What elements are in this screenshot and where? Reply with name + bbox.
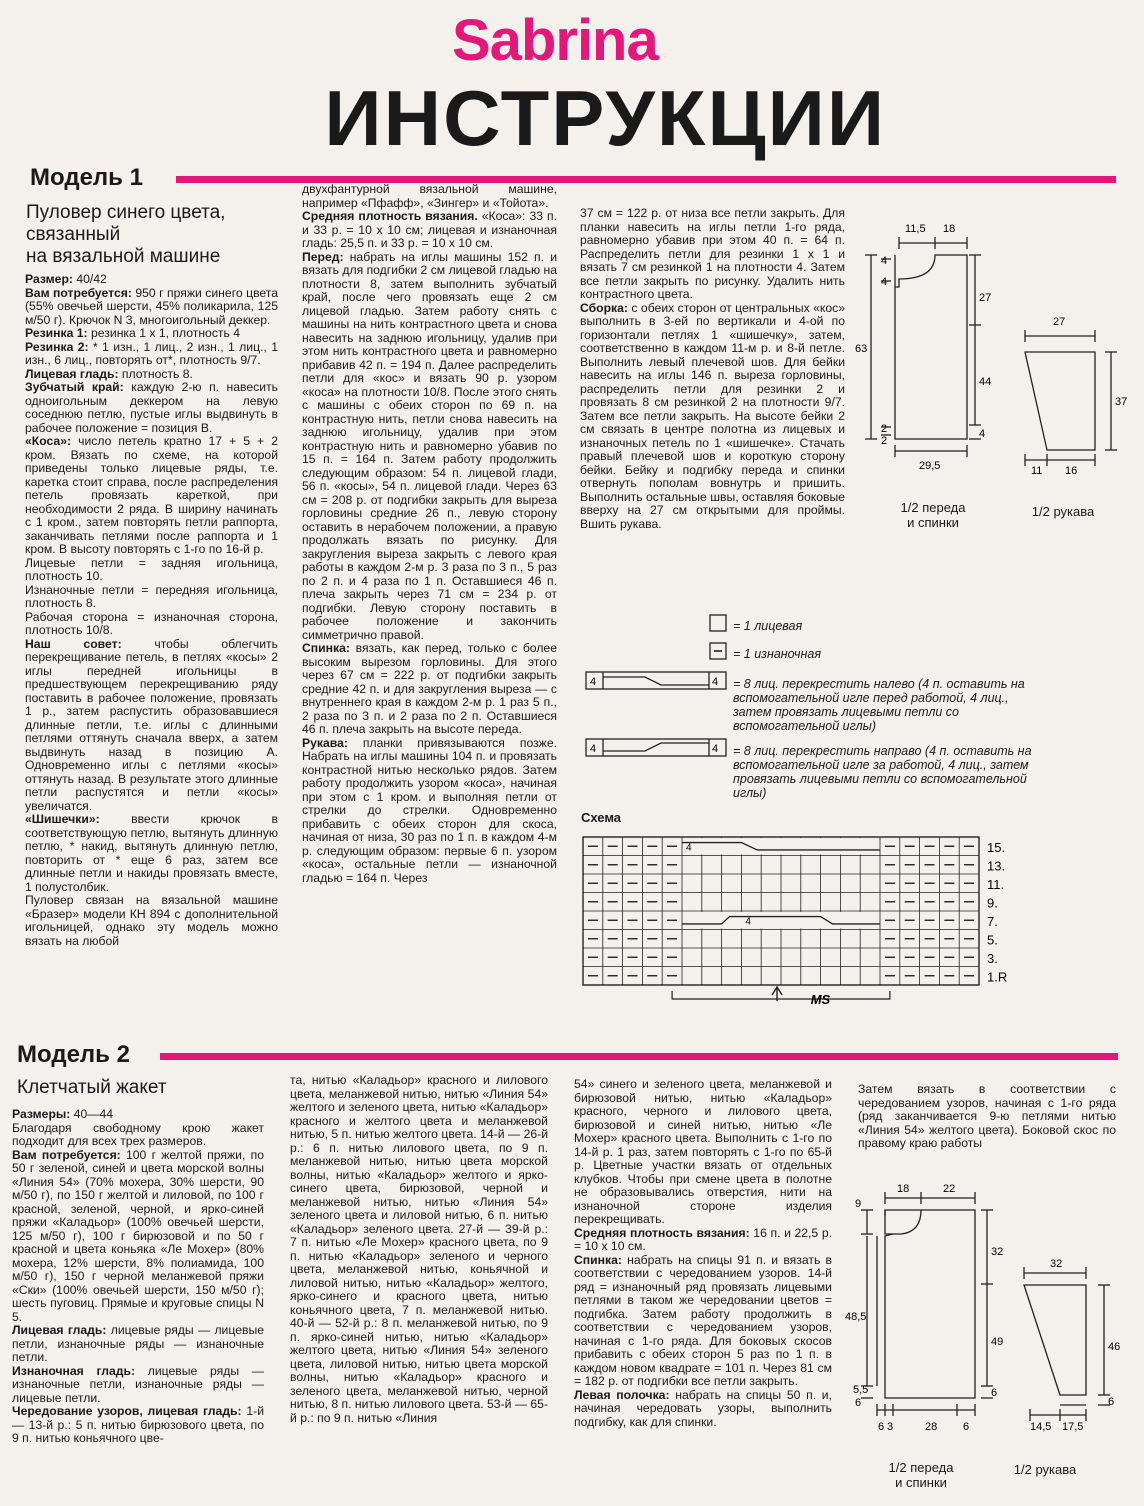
paragraph-heading: Лицевая гладь: (12, 1323, 107, 1337)
dim-label: 46 (1108, 1341, 1121, 1353)
paragraph (302, 642, 557, 737)
dim-label: 48,5 (845, 1311, 867, 1323)
paragraph-text: с обеих сторон от центральных «кос» выполнить в 3-ей по вертикали и 4-ой по горизонтали петлях 1 «шишечку», затем, соответственно в каждом 11-м р. и 8-й петле. Выполнить левый плечевой шов. Для бейки навесить на иглы 146 п. выреза горловины, распределить петли для резинки 2 и провязать 8 см резинкой 2 на плотности 9/7. Затем все петли закрыть. На высоте бейки 2 см связать в центре полотна из лицевых и изнаночных петель по 1 «шишечке». Стачать правый плечевой шов и короткую сторону бейки. Бейку и подгибку переда и спинки отвернуть пополам вовнутрь и пришить. Выполнить остальные швы, оставляя боковые вверху на 27 см открытыми для проймы. Вшить рукава. (580, 300, 845, 531)
paragraph (25, 894, 278, 948)
model1-sleeve-caption: 1/2 рукава (1031, 504, 1095, 519)
knit-symbol (710, 615, 726, 631)
dim-label: 32 (991, 1246, 1004, 1258)
model2-body-caption (866, 1460, 976, 1490)
row-label: 9. (987, 895, 998, 911)
row-label: 15. (987, 839, 1006, 855)
paragraph-heading: Рукава: (302, 735, 348, 750)
paragraph (574, 1078, 832, 1227)
legend-cross-right-text (733, 744, 1128, 800)
paragraph (12, 1365, 264, 1406)
paragraph-text: 950 г пряжи синего цвета (55% овечьей шерсти, 45% поликарила, 125 м/50 г). Крючок N 3, многоигольный деккер. (25, 285, 278, 327)
dim-label: 6 (855, 1397, 862, 1409)
paragraph (574, 1227, 832, 1254)
model1-body-caption (878, 500, 988, 530)
dim-label: 18 (897, 1183, 910, 1195)
paragraph-heading: Резинка 2: (25, 339, 89, 354)
legend-line: = 8 лиц. перекрестить направо (4 п. оставить на (733, 744, 1032, 758)
dim-label: 11 (1031, 465, 1043, 475)
paragraph-heading: Сборка: (580, 300, 628, 315)
paragraph (12, 1122, 264, 1149)
legend-line: вспомогательной игле перед работой, 4 лиц., (733, 691, 1009, 705)
legend-line: = 8 лиц. перекрестить налево (4 п. оставить на (733, 677, 1025, 691)
legend-line: провязать лицевыми петли со вспомогательной (733, 772, 1027, 786)
paragraph (302, 737, 557, 886)
paragraph-heading: Спинка: (302, 641, 350, 655)
paragraph (25, 327, 278, 341)
paragraph-heading: «Коса»: (25, 434, 72, 448)
legend-line: иглы) (733, 786, 767, 800)
row-label: 7. (987, 913, 998, 929)
legend-line: затем провязать лицевыми петли со (733, 705, 960, 719)
legend-purl-text: = 1 изнаночная (733, 647, 822, 661)
cable-cell-right (683, 912, 879, 929)
paragraph (25, 611, 278, 638)
paragraph (858, 1083, 1116, 1151)
row-label: 1.R (987, 969, 1008, 985)
paragraph (25, 368, 278, 382)
cable-num: 4 (590, 743, 597, 755)
paragraph-text: чтобы облегчить перекрещивание петель, в петлях «косы» 2 иглы передней игольницы в предшествующем перекрещиванию ряду поставить в рабочее положение, провязать 1 р., затем распустить образовавшиеся длинные петли, т.е. иглы с длинными петлями оттянуть сначала вверх, а затем выдвинуть назад в позицию А. Одновременно иглы с петлями «косы» оттянуть назад. В результате этого длинные петли распустятся и петли «косы» увеличатся. (25, 636, 278, 813)
paragraph-text: Рабочая сторона = изнаночная сторона, плотность 10/8. (25, 609, 278, 637)
paragraph-heading: Резинка 1: (25, 326, 88, 340)
dim-label: 6 (1108, 1396, 1115, 1408)
paragraph-text: та, нитью «Каладьор» красного и лилового цвета, меланжевой нитью, нитью «Линия 54» желтого и зеленого цвета, нитью «Каладьор» красного и желтого цвета и меланжевой нитью, 5 п. нитью желтого цвета. 14-й — 26-й р.: 6 п. нитью лилового цвета, по 9 п. меланжевой нитью, нитью цвета морской волны, нитью «Каладьор» желтого и ярко-синего цвета, бирюзовой, черной и меланжевой нитью, нитью «Линия 54» зеленого цвета и лиловой нитью, 6 п. нитью «Каладьор» зеленого цвета. 27-й — 39-й р.: 7 п. нитью «Ле Мохер» красного цвета, по 9 п. нитью «Каладьор» зеленого и черного цвета, меланжевой нитью, коньячной и лиловой нитью, нитью «Каладьор» желтого, ярко-синего и красного цвета, нитью коньячного цвета, 7 п. меланжевой нитью. 40-й — 52-й р.: 8 п. меланжевой нитью, по 9 п. ярко-синей нитью, нитью «Каладьор» желтого цвета, нитью «Линия 54» зеленого цвета, лиловой нитью, нитью цвета морской волны, нитью «Каладьор» красного и зеленого цвета, меланжевой нитью, черной нитью, 8 п. нитью лилового цвета. 53-й — 65-й р.: по 9 п. нитью «Линия (290, 1074, 548, 1425)
paragraph-heading: Средняя плотность вязания. (302, 209, 478, 223)
model2-column-4 (858, 1083, 1116, 1163)
dim-label: 32 (1050, 1258, 1063, 1270)
paragraph-text: каждую 2-ю п. навесить одноигольным деккером на левую соседнюю петлю, пустые иглы выдвинуть в рабочее положение = позиция В. (25, 380, 278, 435)
paragraph-text: число петель кратно 17 + 5 + 2 кром. Вязать по схеме, на которой приведены только лицевые ряды, т.е. каретка стоит справа, после распределения петель провязать кареткой, при необходимости 2 ряда. В ширину начинать с 1 кром., затем повторять петли раппорта, заканчивать петлями после раппорта и 1 кром. В высоту повторять с 1-го по 16-й р. (25, 434, 278, 556)
dim-label: 3 (887, 1421, 894, 1433)
paragraph-text: набрать на спицы 91 п. и вязать в соответствии с чередованием узоров. 14-й ряд = изнаночный ряд провязать лицевыми петлями в таком же чередовании цветов = подгибка. Затем работу продолжить в соответствии с чередованием узоров, начиная с 1-го ряда. Для боковых скосов прибавить с обеих сторон 5 раз по 1 п. в каждом новом квадрате = 101 п. Через 81 см = 182 р. от подгибки все петли закрыть. (574, 1252, 832, 1388)
row-label: 13. (987, 858, 1006, 874)
paragraph (25, 435, 278, 557)
paragraph-heading: Зубчатый край: (25, 380, 124, 394)
dim-label: 44 (979, 376, 992, 388)
dim-label: 27 (979, 292, 992, 304)
model1-sleeve-schematic (1015, 310, 1135, 475)
legend-knit-text: = 1 лицевая (733, 619, 803, 633)
paragraph-text: 16 п. и 22,5 р. = 10 х 10 см. (574, 1225, 832, 1253)
model2-rule (160, 1053, 1118, 1060)
paragraph (302, 210, 557, 251)
cable-num: 4 (712, 676, 719, 688)
paragraph-text: резинка 1 х 1, плотность 4 (87, 326, 241, 340)
paragraph (302, 251, 557, 643)
paragraph-text: 100 г желтой пряжи, по 50 г зеленой, синей и цвета морской волны «Линия 54» (70% мохера, 30% шерсти, 90 м/50 г), по 150 г желтой и лиловой, по 100 г красной, зеленой, черной, и ярко-синей пряжи «Каладьор» (100% овечьей шерсти, 125 м/50 г), 100 г бирюзовой и по 50 г красной и цвета коньяка «Ле Мохер» (80% мохера, 12% шерсти, 8% полиамида, 100 м/50 г), 150 г черной меланжевой пряжи «Ски» (100% овечьей шерсти, 150 м/50 г); шесть пуговиц. Прямые и круговые спицы N 5. (12, 1147, 264, 1324)
paragraph-text: 40/42 (72, 273, 107, 286)
model1-rule (176, 176, 1116, 183)
paragraph-text: Лицевые петли = задняя игольница, плотность 10. (25, 555, 278, 583)
model1-column-1 (25, 273, 278, 1033)
dim-label: 5,5 (853, 1384, 869, 1396)
paragraph (290, 1074, 548, 1425)
model1-column-2 (302, 183, 557, 1033)
paragraph-heading: Размер: (25, 273, 73, 286)
dim-label: 29,5 (919, 460, 941, 472)
paragraph-heading: Перед: (302, 249, 344, 264)
paragraph-heading: Лицевая гладь: (25, 366, 119, 381)
paragraph (25, 273, 278, 287)
row-label: 3. (987, 950, 998, 966)
cross-right-symbol (586, 739, 726, 756)
paragraph-text: 37 см = 122 р. от низа все петли закрыть. Для планки навесить на иглы петли 1-го ряда, равномерно убавив при этом 40 п. = 64 п. Распределить петли для резинки 1 х 1 и вязать 7 см резинкой 1 на плотности 4. Затем все петли закрыть по рисунку. Удалить нить контрастного цвета. (580, 207, 845, 301)
dim-label: 4 (979, 428, 986, 440)
cable-cell-left (683, 838, 879, 855)
paragraph-text: двухфантурной вязальной машине, например «Пфафф», «Зингер» и «Тойота». (302, 183, 557, 210)
model2-column-3 (574, 1078, 832, 1503)
dim-label: 16 (1065, 465, 1078, 475)
paragraph-text: вязать, как перед, только с более высоким вырезом горловины. Для этого через 67 см = 222 р. от подгибки закрыть средние 42 п. и для закругления выреза — с внутреннего края в каждом 2-м р. 1 раз 5 п., 2 раза по 3 п. и 2 раза по 2 п. Оставшиеся 46 п. плеча закрыть на высоте переда. (302, 641, 557, 736)
paragraph-heading: Изнаночная гладь: (12, 1363, 136, 1378)
model2-sleeve-schematic (1010, 1255, 1130, 1435)
paragraph-heading: Чередование узоров, лицевая гладь: (12, 1404, 242, 1418)
paragraph-heading: Левая полочка: (574, 1387, 670, 1402)
dim-label: 14,5 (1030, 1421, 1052, 1433)
dim-label: 37 (1115, 396, 1128, 408)
paragraph-text: ввести крючок в соответствующую петлю, вытянуть длинную петлю, * накид, вытянуть длинную петлю, повторить от * еще 6 раз, затем все длинные петли и накиды провязать вместе, 1 полустолбик. (25, 812, 278, 894)
legend-line: вспомогательной иглы) (733, 719, 877, 733)
paragraph-text: Изнаночные петли = передняя игольница, плотность 8. (25, 582, 278, 610)
dim-label: 17,5 (1062, 1421, 1084, 1433)
paragraph (25, 557, 278, 584)
dim-label: 2 (881, 435, 888, 447)
cable-marker: 4 (686, 842, 692, 854)
paragraph (574, 1254, 832, 1389)
paragraph-text: лицевые ряды — лицевые петли, изнаночные ряды — изнаночные петли. (12, 1323, 264, 1364)
legend-cross-left-text (733, 677, 1128, 733)
model2-heading: Модель 2 (17, 1041, 130, 1068)
paragraph (25, 381, 278, 435)
dim-label: 11,5 (905, 223, 926, 235)
row-label: 11. (987, 876, 1005, 892)
paragraph-text: плотность 8. (118, 366, 193, 381)
paragraph-text: 1-й — 13-й р.: 5 п. нитью бирюзового цвета, по 9 п. нитью коньячного цве- (12, 1404, 264, 1445)
repeat-label: MS (810, 992, 831, 1007)
model1-column-3 (580, 207, 845, 587)
dim-label: 22 (943, 1183, 956, 1195)
paragraph (25, 638, 278, 814)
page-title: ИНСТРУКЦИИ (324, 74, 887, 162)
subtitle-line: Пуловер синего цвета, (26, 202, 226, 223)
paragraph-text: «Коса»: 33 п. и 33 р. = 10 х 10 см; лицевая и изнаночная гладь: 25,5 п. и 33 р. = 10 х 10 см. (302, 209, 557, 250)
paragraph-text: Затем вязать в соответствии с чередованием узоров, начиная с 1-го ряда (ряд заканчивается 9-ю петлями нитью «Линия 54» желтого цвета). Боковой скос по правому краю работы (858, 1083, 1116, 1150)
paragraph-heading: Размеры: (12, 1108, 71, 1121)
paragraph-heading: Наш совет: (25, 636, 122, 651)
paragraph-text: 54» синего и зеленого цвета, меланжевой и бирюзовой нитью, нитью «Каладьор» красного, черного и лилового цвета, бирюзовой и синей нитью, нитью «Ле Мохер» красного цвета. Выполнить с 1-го по 14-й р. 1 раз, затем повторять с 1-го по 65-й р. Цветные участки вязать от отдельных клубков. Чтобы при смене цвета в полотне не образовывались отверстия, нити на изнаночной стороне изделия перекрещивать. (574, 1078, 832, 1226)
brand-logo: Sabrina (452, 8, 658, 73)
paragraph-heading: Спинка: (574, 1252, 622, 1267)
dim-label: 27 (1053, 316, 1066, 328)
model2-sleeve-caption: 1/2 рукава (1013, 1462, 1077, 1477)
dim-label: 4 (881, 255, 888, 267)
cable-num: 4 (712, 743, 719, 755)
paragraph (25, 287, 278, 328)
paragraph (25, 341, 278, 368)
paragraph-text: набрать на спицы 50 п. и, начиная чередовать узоры, выполнить подгибку, как для спинки. (574, 1387, 832, 1429)
dim-label: 9 (855, 1198, 862, 1210)
paragraph-heading: Вам потребуется: (12, 1147, 121, 1162)
paragraph-text: Благодаря свободному крою жакет подходит для всех трех размеров. (12, 1120, 264, 1148)
model1-heading: Модель 1 (30, 164, 143, 191)
dim-label: 2 (881, 423, 888, 435)
paragraph-text: планки привязываются позже. Набрать на иглы машины 104 п. и провязать контрастной нитью несколько рядов. Затем работу продолжить узором «коса», начиная при этом с 1 кром. и выполняя петли от стрелки до стрелки. Одновременно прибавить с обеих сторон для скоса, начиная от низа, 30 раз по 1 п. в каждом 4-м р. следующим образом: первые 6 п. узором «коса», остальные петли — изнаночной гладью = 164 п. Через (302, 735, 557, 885)
paragraph-heading: Вам потребуется: (25, 285, 132, 300)
chart-title: Схема (581, 810, 622, 825)
caption-line: и спинки (907, 515, 959, 530)
chart-legend-symbols (583, 612, 758, 792)
dim-label: 6 (991, 1387, 998, 1399)
cable-marker: 4 (745, 916, 751, 928)
paragraph-heading: Средняя плотность вязания: (574, 1225, 750, 1240)
paragraph-text: 40—44 (70, 1108, 114, 1121)
paragraph (580, 302, 845, 532)
paragraph (302, 183, 557, 210)
paragraph (580, 207, 845, 302)
subtitle-line: на вязальной машине (26, 246, 221, 267)
row-label: 5. (987, 932, 998, 948)
dim-label: 49 (991, 1336, 1004, 1348)
model2-body-schematic (845, 1180, 1005, 1450)
dim-label: 63 (855, 343, 868, 355)
paragraph-text: * 1 изн., 1 лиц., 2 изн., 1 лиц., 1 изн., 6 лиц., повторять от*, плотность 9/7. (25, 339, 278, 367)
dim-label: 4 (881, 276, 888, 288)
paragraph (574, 1389, 832, 1430)
paragraph (12, 1149, 264, 1325)
paragraph-text: лицевые ряды — изнаночные петли, изнаночные ряды — лицевые петли. (12, 1363, 264, 1405)
model1-body-schematic (855, 215, 1005, 505)
cable-num: 4 (590, 676, 597, 688)
model1-subtitle (26, 202, 296, 268)
dim-label: 6 (878, 1421, 885, 1433)
caption-line: и спинки (895, 1475, 947, 1490)
paragraph (25, 813, 278, 894)
dim-label: 18 (943, 223, 956, 235)
paragraph (25, 584, 278, 611)
cross-left-symbol (586, 672, 726, 689)
subtitle-line: связанный (26, 224, 121, 245)
caption-line: 1/2 переда (900, 500, 966, 515)
model2-subtitle: Клетчатый жакет (17, 1077, 167, 1098)
paragraph-text: набрать на иглы машины 152 п. и вязать для подгибки 2 см лицевой гладью на плотности 8, затем выполнить зубчатый край, после чего провязать еще 2 см лицевой гладью. Затем работу снять с машины на нить контрастного цвета и снова навесить на заднюю игольницу, удалив при этом нить контрастного цвета и равномерно прибавив 42 п. = 194 п. Далее распределить петли для «кос» и вязать 90 р. узором «коса» на плотности 10/8. После этого снять с машины с обеих сторон по 69 п. на контрастную нить, петли снова навесить на заднюю игольницу, удалив при этом контрастную нить и равномерно убавив по 15 п. = 164 п. Затем работу продолжить следующим образом: 54 п. лицевой глади, 56 п. «косы», 54 п. лицевой глади. Через 63 см = 208 р. от подгибки закрыть для выреза горловины средние 26 п., левую сторону оставить в нерабочем положении, а правую продолжать вязать по рисунку. Для закругления выреза закрыть с левого края работы в каждом 2-м р. 3 раза по 3 п., 5 раз по 2 п. и 4 раза по 1 п. Оставшиеся 46 п. плеча закрыть через 71 см = 234 р. от подгибки. Левую сторону поставить в рабочее положение и закончить симметрично правой. (302, 249, 557, 642)
knitting-chart (578, 832, 1028, 1017)
model2-column-1 (12, 1108, 264, 1503)
paragraph (12, 1108, 264, 1122)
dim-label: 6 (963, 1421, 970, 1433)
paragraph-heading: «Шишечки»: (25, 812, 100, 826)
model2-column-2 (290, 1074, 548, 1503)
paragraph (12, 1324, 264, 1365)
legend-line: вспомогательной игле за работой, 4 лиц., затем (733, 758, 1029, 772)
dim-label: 28 (925, 1421, 938, 1433)
caption-line: 1/2 переда (888, 1460, 954, 1475)
paragraph (12, 1405, 264, 1446)
paragraph-text: Пуловер связан на вязальной машине «Бразер» модели КН 894 с дополнительной игольницей, однако эту модель можно вязать на любой (25, 893, 278, 948)
